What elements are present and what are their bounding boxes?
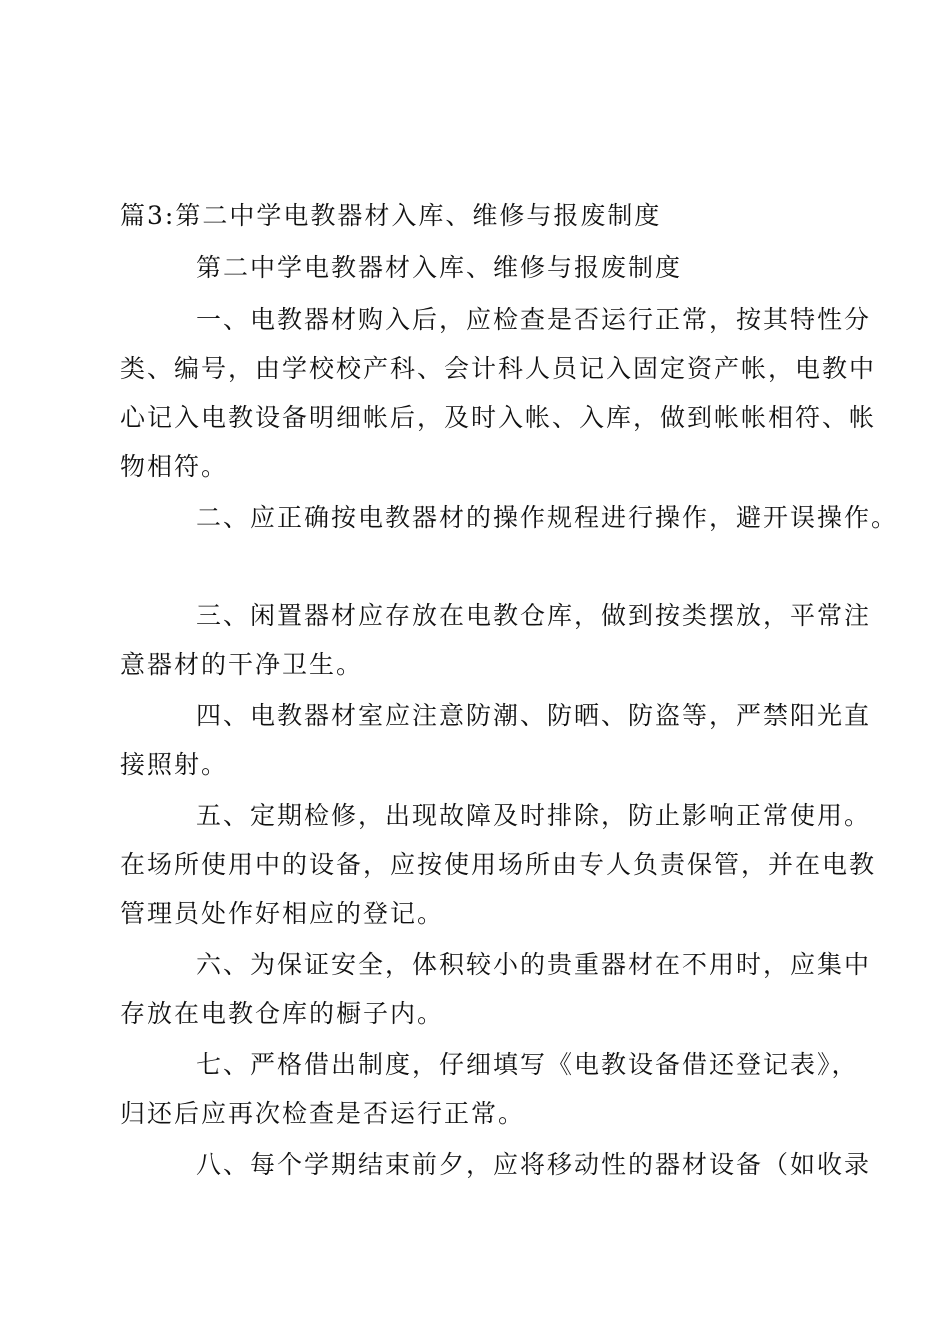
- paragraph-line: 四、电教器材室应注意防潮、防晒、防盗等，严禁阳光直: [196, 701, 872, 730]
- paragraph-line: 二、应正确按电教器材的操作规程进行操作，避开误操作。: [196, 503, 899, 532]
- paragraph-line: 归还后应再次检查是否运行正常。: [120, 1099, 526, 1128]
- paragraph-line: 七、严格借出制度，仔细填写《电教设备借还登记表》，: [196, 1050, 859, 1079]
- paragraph-line: 一、电教器材购入后，应检查是否运行正常，按其特性分: [196, 305, 872, 334]
- paragraph-line: 物相符。: [120, 452, 229, 481]
- paragraph-line: 六、为保证安全，体积较小的贵重器材在不用时，应集中: [196, 950, 872, 979]
- paragraph-line: 八、每个学期结束前夕，应将移动性的器材设备（如收录: [196, 1150, 872, 1179]
- paragraph-line: 存放在电教仓库的橱子内。: [120, 999, 445, 1028]
- paragraph-line: 接照射。: [120, 750, 229, 779]
- document-subtitle: 第二中学电教器材入库、维修与报废制度: [196, 253, 683, 282]
- document-heading: 篇3:第二中学电教器材入库、维修与报废制度: [120, 201, 662, 230]
- paragraph-line: 在场所使用中的设备，应按使用场所由专人负责保管，并在电教: [120, 850, 877, 879]
- paragraph-line: 三、闲置器材应存放在电教仓库，做到按类摆放，平常注: [196, 601, 872, 630]
- paragraph-line: 五、定期检修，出现故障及时排除，防止影响正常使用。: [196, 801, 872, 830]
- paragraph-line: 管理员处作好相应的登记。: [120, 899, 445, 928]
- paragraph-line: 类、编号，由学校校产科、会计科人员记入固定资产帐，电教中: [120, 354, 877, 383]
- paragraph-line: 心记入电教设备明细帐后，及时入帐、入库，做到帐帐相符、帐: [120, 403, 877, 432]
- paragraph-line: 意器材的干净卫生。: [120, 650, 364, 679]
